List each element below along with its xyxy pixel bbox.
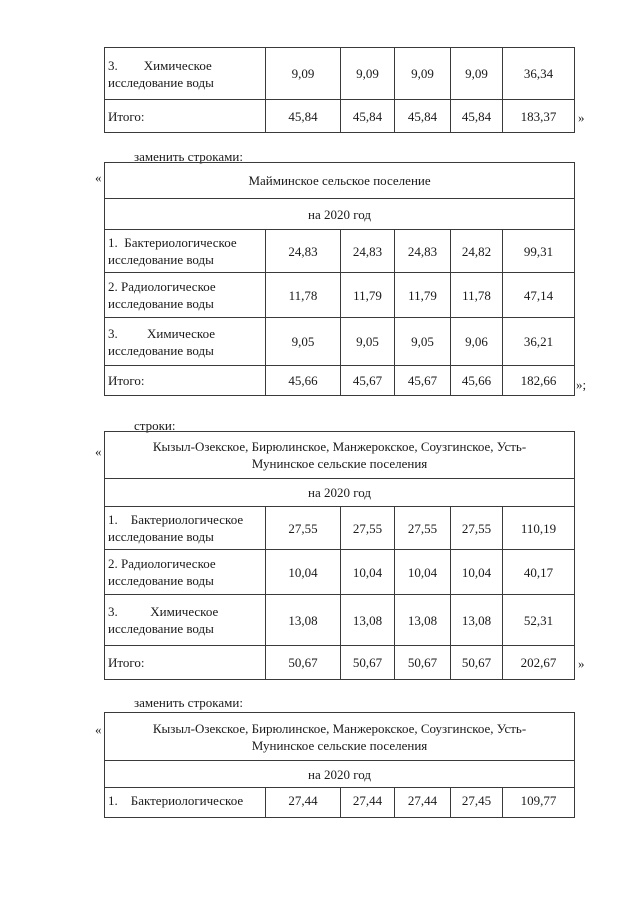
cell: 45,66 <box>266 366 341 396</box>
settlement-header <box>105 432 575 479</box>
cell: 13,08 <box>395 595 451 646</box>
row-label <box>105 550 266 595</box>
note-replace-3: заменить строками: <box>134 695 243 710</box>
row-label-line1: 3. Химическое <box>108 325 216 341</box>
row-label <box>105 595 266 646</box>
row-label-line1: 1. Бактериологическое <box>108 512 244 527</box>
cell: 183,37 <box>503 100 575 133</box>
cell: 27,44 <box>341 788 395 818</box>
table-header-row <box>105 713 575 761</box>
table-fragment-4 <box>104 712 574 818</box>
row-label-line2: исследование воды <box>108 342 214 358</box>
table-year-row <box>105 479 575 507</box>
cell: 202,67 <box>503 646 575 680</box>
row-label-line2: исследование воды <box>108 252 214 267</box>
cell: 47,14 <box>503 273 575 318</box>
cell: 36,34 <box>503 48 575 100</box>
settlement-header-line1: Кызыл-Озекское, Бирюлинское, Манжерокское, Соузгинское, Усть- <box>152 439 527 454</box>
cell: 13,08 <box>451 595 503 646</box>
cell: 45,84 <box>266 100 341 133</box>
cell: 27,55 <box>395 507 451 550</box>
cell: 11,78 <box>266 273 341 318</box>
settlement-header-line2: Мунинское сельские поселения <box>251 737 428 753</box>
table-row-total <box>105 100 575 133</box>
row-label <box>105 318 266 366</box>
row-label <box>105 230 266 273</box>
table-row <box>105 48 575 100</box>
cell: 50,67 <box>451 646 503 680</box>
cell: 9,05 <box>341 318 395 366</box>
note-replace-1: заменить строками: <box>134 149 243 164</box>
cell: 45,84 <box>395 100 451 133</box>
year-header: на 2020 год <box>105 479 575 507</box>
cell: 109,77 <box>503 788 575 818</box>
cell: 24,83 <box>341 230 395 273</box>
table-row <box>105 595 575 646</box>
row-label-line2: исследование воды <box>108 74 214 90</box>
row-label <box>105 273 266 318</box>
row-label-line1: 2. Радиологическое <box>108 279 216 294</box>
cell: 40,17 <box>503 550 575 595</box>
row-label-line1: 3. Химическое <box>108 604 219 619</box>
cell: 182,66 <box>503 366 575 396</box>
cell: 52,31 <box>503 595 575 646</box>
cell: 24,83 <box>266 230 341 273</box>
table-row-total <box>105 366 575 396</box>
cell: 27,44 <box>266 788 341 818</box>
row-label-line1: 2. Радиологическое <box>108 556 216 571</box>
cell: 9,05 <box>395 318 451 366</box>
cell: 9,09 <box>395 48 451 100</box>
table-2 <box>104 162 575 396</box>
table-3 <box>104 431 575 680</box>
cell: 10,04 <box>451 550 503 595</box>
table-row <box>105 507 575 550</box>
row-label <box>105 48 266 100</box>
row-label-line2: исследование воды <box>108 296 214 311</box>
table-row <box>105 788 575 818</box>
cell: 27,55 <box>451 507 503 550</box>
row-label: Итого: <box>105 646 266 680</box>
cell: 10,04 <box>395 550 451 595</box>
cell: 50,67 <box>341 646 395 680</box>
close-quote-3: » <box>578 656 585 671</box>
cell: 45,67 <box>341 366 395 396</box>
cell: 24,83 <box>395 230 451 273</box>
table-4 <box>104 712 575 818</box>
cell: 9,06 <box>451 318 503 366</box>
close-quote-1: » <box>578 110 585 125</box>
year-header: на 2020 год <box>105 761 575 788</box>
table-row <box>105 273 575 318</box>
table-row <box>105 318 575 366</box>
row-label-line2: исследование воды <box>108 573 214 588</box>
cell: 36,21 <box>503 318 575 366</box>
open-quote-3: « <box>95 444 102 459</box>
cell: 9,09 <box>451 48 503 100</box>
row-label <box>105 788 266 818</box>
table-header-row <box>105 432 575 479</box>
cell: 50,67 <box>266 646 341 680</box>
row-label-line1: 3. Химическое <box>108 57 212 73</box>
cell: 10,04 <box>341 550 395 595</box>
note-replace-2: строки: <box>134 418 176 433</box>
row-label: Итого: <box>105 100 266 133</box>
table-year-row <box>105 199 575 230</box>
table-fragment-1 <box>104 47 574 133</box>
cell: 11,79 <box>341 273 395 318</box>
cell: 110,19 <box>503 507 575 550</box>
cell: 9,09 <box>266 48 341 100</box>
table-header-row <box>105 163 575 199</box>
close-quote-2: »; <box>576 377 587 392</box>
cell: 50,67 <box>395 646 451 680</box>
cell: 13,08 <box>341 595 395 646</box>
year-header: на 2020 год <box>105 199 575 230</box>
cell: 13,08 <box>266 595 341 646</box>
row-label-line1: 1. Бактериологическое <box>108 235 237 250</box>
row-label-line2: исследование воды <box>108 529 214 544</box>
settlement-header <box>105 713 575 761</box>
cell: 11,78 <box>451 273 503 318</box>
settlement-header-line2: Мунинское сельские поселения <box>251 456 428 471</box>
cell: 27,55 <box>266 507 341 550</box>
row-label-line1: 1. Бактериологическое <box>108 793 244 808</box>
row-label <box>105 507 266 550</box>
table-1 <box>104 47 575 133</box>
cell: 45,84 <box>341 100 395 133</box>
open-quote-2: « <box>95 170 102 185</box>
cell: 24,82 <box>451 230 503 273</box>
table-row <box>105 550 575 595</box>
cell: 45,84 <box>451 100 503 133</box>
cell: 9,05 <box>266 318 341 366</box>
cell: 10,04 <box>266 550 341 595</box>
cell: 99,31 <box>503 230 575 273</box>
open-quote-4: « <box>95 722 102 737</box>
row-label-line2: исследование воды <box>108 621 214 636</box>
cell: 9,09 <box>341 48 395 100</box>
cell: 45,67 <box>395 366 451 396</box>
settlement-header: Майминское сельское поселение <box>105 163 575 199</box>
cell: 27,44 <box>395 788 451 818</box>
row-label: Итого: <box>105 366 266 396</box>
cell: 27,45 <box>451 788 503 818</box>
settlement-header-line1: Кызыл-Озекское, Бирюлинское, Манжерокское, Соузгинское, Усть- <box>152 720 527 736</box>
table-row <box>105 230 575 273</box>
table-row-total <box>105 646 575 680</box>
cell: 11,79 <box>395 273 451 318</box>
cell: 45,66 <box>451 366 503 396</box>
table-fragment-3 <box>104 431 574 680</box>
cell: 27,55 <box>341 507 395 550</box>
table-fragment-2 <box>104 162 574 396</box>
table-year-row <box>105 761 575 788</box>
